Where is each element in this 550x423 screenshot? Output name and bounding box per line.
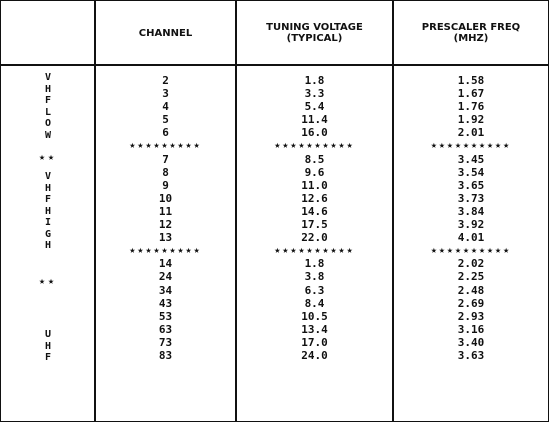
channel-cell: 6 bbox=[162, 126, 169, 140]
band-letter: O bbox=[44, 118, 52, 129]
channel-cell: 83 bbox=[158, 348, 173, 362]
voltage-cell: 9.6 bbox=[304, 165, 325, 179]
channel-cell: 73 bbox=[158, 335, 173, 349]
band-letter: H bbox=[44, 83, 52, 95]
channel-cell: 53 bbox=[158, 309, 173, 323]
band-letter: G bbox=[44, 228, 52, 240]
freq-cell: 3.16 bbox=[457, 322, 485, 336]
band-letter: W bbox=[44, 129, 52, 141]
row-separator: ★★★★★★★★★★ bbox=[430, 140, 512, 152]
row-separator: ★★★★★★★★★ bbox=[129, 140, 202, 152]
band-letter: H bbox=[44, 340, 52, 352]
channel-cell: 10 bbox=[158, 191, 173, 205]
voltage-cell: 13.4 bbox=[301, 322, 328, 336]
freq-cell: 4.01 bbox=[457, 231, 485, 245]
voltage-cell: 8.5 bbox=[304, 152, 325, 166]
tuning-voltage-column bbox=[237, 74, 392, 362]
voltage-cell: 14.6 bbox=[301, 204, 328, 218]
band-letter: I bbox=[44, 217, 52, 228]
voltage-cell: 10.5 bbox=[301, 309, 328, 323]
freq-cell: 2.93 bbox=[457, 309, 485, 323]
freq-cell: 3.65 bbox=[457, 178, 485, 192]
freq-cell: 3.45 bbox=[457, 152, 485, 166]
freq-cell: 1.92 bbox=[457, 113, 485, 127]
voltage-cell: 3.8 bbox=[304, 270, 325, 284]
channel-cell: 34 bbox=[158, 283, 173, 297]
voltage-cell: 12.6 bbox=[301, 191, 328, 205]
band-letter: F bbox=[44, 352, 52, 363]
header-tuning-line1: TUNING VOLTAGE bbox=[266, 22, 363, 33]
band-letter: F bbox=[44, 194, 52, 205]
band-separator: ★★ bbox=[38, 276, 58, 287]
row-separator: ★★★★★★★★★★ bbox=[430, 245, 512, 257]
channel-cell: 3 bbox=[162, 87, 169, 101]
freq-cell: 1.67 bbox=[457, 87, 485, 101]
band-letter: V bbox=[44, 171, 52, 182]
voltage-cell: 22.0 bbox=[301, 231, 328, 245]
voltage-cell: 17.0 bbox=[301, 335, 328, 349]
channel-cell: 11 bbox=[158, 204, 173, 218]
channel-cell: 24 bbox=[158, 270, 173, 284]
freq-cell: 2.48 bbox=[457, 283, 485, 297]
freq-cell: 3.84 bbox=[457, 204, 485, 218]
channel-cell: 9 bbox=[162, 178, 169, 192]
band-letter: H bbox=[44, 182, 52, 194]
voltage-cell: 1.8 bbox=[304, 74, 325, 87]
channel-cell: 5 bbox=[162, 113, 169, 127]
band-label-uhf bbox=[1, 329, 95, 364]
band-letter: H bbox=[44, 205, 52, 217]
band-letter: L bbox=[44, 106, 52, 118]
channel-cell: 7 bbox=[162, 152, 169, 166]
band-letter: F bbox=[44, 95, 52, 106]
header-prescaler-line1: PRESCALER FREQ bbox=[421, 22, 521, 33]
channel-cell: 63 bbox=[158, 322, 173, 336]
freq-cell: 2.69 bbox=[457, 296, 485, 310]
voltage-cell: 24.0 bbox=[301, 348, 328, 362]
row-separator: ★★★★★★★★★★ bbox=[274, 245, 355, 257]
freq-cell: 2.25 bbox=[457, 270, 485, 284]
row-separator: ★★★★★★★★★★ bbox=[274, 140, 355, 152]
header-channel-label: CHANNEL bbox=[138, 27, 193, 39]
voltage-cell: 6.3 bbox=[304, 283, 325, 297]
freq-cell: 2.02 bbox=[457, 257, 485, 271]
header-channel bbox=[96, 1, 235, 65]
freq-cell: 3.54 bbox=[457, 165, 485, 179]
freq-cell: 2.01 bbox=[457, 126, 485, 140]
band-label-vhf-high bbox=[1, 171, 95, 252]
voltage-cell: 17.5 bbox=[301, 218, 328, 232]
channel-cell: 4 bbox=[162, 100, 169, 114]
row-separator: ★★★★★★★★★ bbox=[129, 245, 202, 257]
band-letter: V bbox=[44, 72, 52, 83]
freq-cell: 3.92 bbox=[457, 218, 485, 232]
voltage-cell: 1.8 bbox=[304, 257, 325, 271]
channel-cell: 14 bbox=[158, 257, 173, 271]
freq-cell: 1.76 bbox=[457, 100, 485, 114]
header-tuning-voltage bbox=[237, 1, 392, 65]
prescaler-freq-column bbox=[394, 74, 548, 362]
freq-cell: 3.73 bbox=[457, 191, 485, 205]
voltage-cell: 11.4 bbox=[301, 113, 328, 127]
channel-cell: 12 bbox=[158, 218, 173, 232]
voltage-cell: 3.3 bbox=[304, 87, 325, 101]
channel-cell: 43 bbox=[158, 296, 173, 310]
band-letter: U bbox=[44, 329, 52, 340]
freq-cell: 1.58 bbox=[457, 74, 485, 87]
channel-column bbox=[96, 74, 235, 362]
header-prescaler-freq bbox=[394, 1, 548, 65]
band-label-vhf-low bbox=[1, 72, 95, 141]
voltage-cell: 11.0 bbox=[301, 178, 328, 192]
channel-cell: 2 bbox=[162, 74, 169, 87]
channel-cell: 13 bbox=[158, 231, 173, 245]
band-separator: ★★ bbox=[38, 152, 58, 163]
voltage-cell: 16.0 bbox=[301, 126, 328, 140]
band-letter: H bbox=[44, 240, 52, 251]
freq-cell: 3.63 bbox=[457, 348, 485, 362]
freq-cell: 3.40 bbox=[457, 335, 485, 349]
channel-cell: 8 bbox=[162, 165, 169, 179]
header-tuning-line2: (TYPICAL) bbox=[286, 33, 343, 44]
header-prescaler-line2: (MHZ) bbox=[453, 33, 489, 44]
voltage-cell: 5.4 bbox=[304, 100, 325, 114]
voltage-cell: 8.4 bbox=[304, 296, 325, 310]
